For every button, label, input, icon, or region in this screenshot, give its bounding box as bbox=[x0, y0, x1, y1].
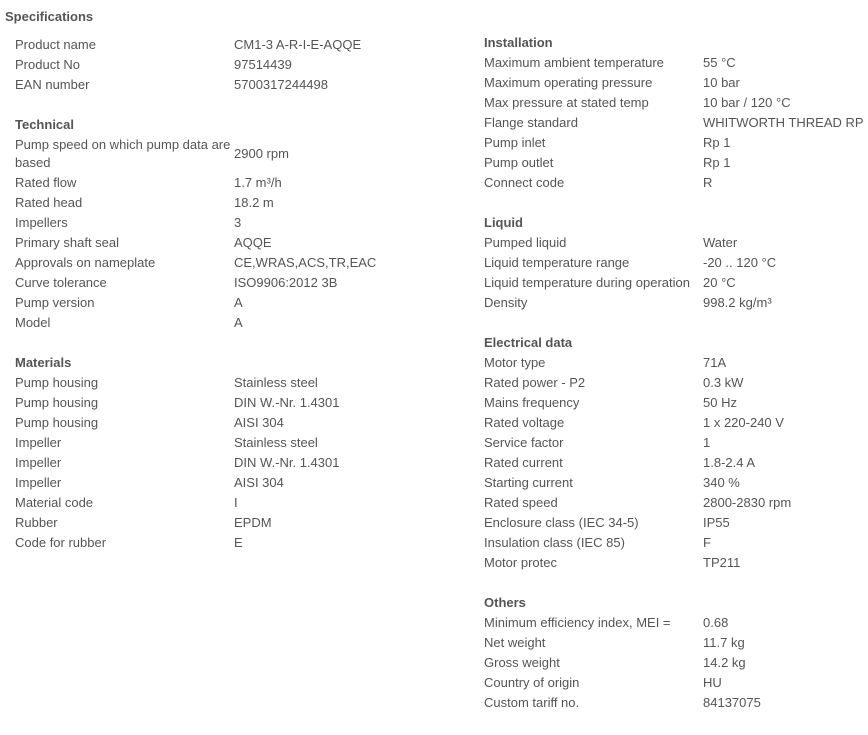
general-section bbox=[15, 35, 455, 95]
spec-value: 1 x 220-240 V bbox=[703, 415, 784, 430]
spec-value: A bbox=[234, 295, 243, 310]
spec-value: Stainless steel bbox=[234, 375, 318, 390]
spec-value: F bbox=[703, 535, 711, 550]
spec-value: 11.7 kg bbox=[703, 635, 745, 650]
spec-label: Impeller bbox=[15, 475, 62, 490]
spec-row bbox=[15, 253, 455, 273]
spec-value: AISI 304 bbox=[234, 415, 284, 430]
spec-row bbox=[484, 453, 868, 473]
others-section bbox=[484, 593, 868, 713]
spec-value: 84137075 bbox=[703, 695, 761, 710]
spec-label: Starting current bbox=[484, 475, 573, 490]
spec-value: EPDM bbox=[234, 515, 272, 530]
spec-row bbox=[484, 533, 868, 553]
spec-value: WHITWORTH THREAD RP bbox=[703, 115, 864, 130]
spec-label: Maximum operating pressure bbox=[484, 75, 653, 90]
spec-row bbox=[15, 213, 455, 233]
spec-label: Liquid temperature range bbox=[484, 255, 630, 270]
spec-value: TP211 bbox=[703, 555, 741, 570]
spec-row bbox=[484, 693, 868, 713]
spec-value: A bbox=[234, 315, 243, 330]
spec-value: CM1-3 A-R-I-E-AQQE bbox=[234, 37, 362, 52]
spec-row bbox=[484, 93, 868, 113]
spec-value: 1.7 m³/h bbox=[234, 175, 282, 190]
spec-label: Service factor bbox=[484, 435, 564, 450]
spec-label: Minimum efficiency index, MEI = bbox=[484, 615, 671, 630]
installation-section bbox=[484, 33, 868, 193]
spec-value: 0.3 kW bbox=[703, 375, 744, 390]
spec-row bbox=[484, 273, 868, 293]
spec-value: 14.2 kg bbox=[703, 655, 746, 670]
spec-label: Rated current bbox=[484, 455, 563, 470]
spec-row bbox=[484, 233, 868, 253]
spec-row bbox=[484, 53, 868, 73]
spec-row bbox=[484, 553, 868, 573]
spec-label: Enclosure class (IEC 34-5) bbox=[484, 515, 639, 530]
spec-value: 998.2 kg/m³ bbox=[703, 295, 772, 310]
spec-row bbox=[15, 313, 455, 333]
spec-value: DIN W.-Nr. 1.4301 bbox=[234, 455, 340, 470]
spec-row bbox=[15, 393, 455, 413]
section-title-liquid: Liquid bbox=[484, 215, 523, 230]
spec-row bbox=[484, 393, 868, 413]
section-title-technical: Technical bbox=[15, 117, 75, 132]
spec-row-product-name bbox=[15, 35, 455, 55]
spec-value: 2800-2830 rpm bbox=[703, 495, 792, 510]
spec-label: Rated voltage bbox=[484, 415, 565, 430]
spec-label: Pump housing bbox=[15, 415, 99, 430]
spec-label: Insulation class (IEC 85) bbox=[484, 535, 625, 550]
spec-label: Liquid temperature during operation bbox=[484, 275, 690, 290]
spec-label: Product No bbox=[15, 57, 81, 72]
spec-label: Pump inlet bbox=[484, 135, 546, 150]
spec-row bbox=[484, 113, 868, 133]
spec-label: Custom tariff no. bbox=[484, 695, 580, 710]
spec-value: 0.68 bbox=[703, 615, 729, 630]
spec-row bbox=[484, 673, 868, 693]
spec-label: Approvals on nameplate bbox=[15, 255, 156, 270]
spec-value: DIN W.-Nr. 1.4301 bbox=[234, 395, 340, 410]
spec-value: 2900 rpm bbox=[234, 146, 289, 161]
spec-row bbox=[484, 653, 868, 673]
spec-row bbox=[15, 273, 455, 293]
spec-label: Country of origin bbox=[484, 675, 580, 690]
spec-row bbox=[484, 293, 868, 313]
spec-label: Material code bbox=[15, 495, 94, 510]
spec-value: Rp 1 bbox=[703, 135, 731, 150]
spec-label: Pump housing bbox=[15, 375, 99, 390]
spec-row-product-no bbox=[15, 55, 455, 75]
spec-row bbox=[484, 613, 868, 633]
spec-label: Maximum ambient temperature bbox=[484, 55, 664, 70]
spec-value: 5700317244498 bbox=[234, 77, 328, 92]
spec-row bbox=[15, 173, 455, 193]
section-title-materials: Materials bbox=[15, 355, 72, 370]
spec-row bbox=[15, 433, 455, 453]
spec-row bbox=[15, 293, 455, 313]
spec-value: 97514439 bbox=[234, 57, 292, 72]
spec-label: Pump speed on which pump data are based bbox=[15, 137, 231, 170]
spec-row bbox=[15, 413, 455, 433]
spec-row bbox=[15, 233, 455, 253]
spec-value: 18.2 m bbox=[234, 195, 274, 210]
spec-row bbox=[484, 253, 868, 273]
spec-label: Rated flow bbox=[15, 175, 77, 190]
spec-label: Impeller bbox=[15, 435, 62, 450]
page-title: Specifications bbox=[5, 9, 94, 24]
spec-label: Rated head bbox=[15, 195, 83, 210]
spec-label: Impellers bbox=[15, 215, 68, 230]
spec-value: I bbox=[234, 495, 238, 510]
spec-label: Primary shaft seal bbox=[15, 235, 120, 250]
spec-label: Pump outlet bbox=[484, 155, 554, 170]
spec-value: HU bbox=[703, 675, 722, 690]
spec-value: 71A bbox=[703, 355, 727, 370]
materials-section bbox=[15, 353, 455, 553]
spec-row bbox=[15, 453, 455, 473]
spec-label: Rated speed bbox=[484, 495, 558, 510]
spec-label: Product name bbox=[15, 37, 96, 52]
spec-row bbox=[484, 353, 868, 373]
spec-label: Density bbox=[484, 295, 528, 310]
spec-label: Gross weight bbox=[484, 655, 560, 670]
spec-value: 55 °C bbox=[703, 55, 736, 70]
spec-row-ean bbox=[15, 75, 455, 95]
spec-row bbox=[484, 493, 868, 513]
spec-value: Rp 1 bbox=[703, 155, 731, 170]
spec-row bbox=[484, 133, 868, 153]
section-title-electrical: Electrical data bbox=[484, 335, 573, 350]
section-title-others: Others bbox=[484, 595, 526, 610]
spec-value: AISI 304 bbox=[234, 475, 284, 490]
spec-row bbox=[15, 513, 455, 533]
spec-row bbox=[15, 493, 455, 513]
spec-label: Curve tolerance bbox=[15, 275, 107, 290]
spec-row bbox=[484, 373, 868, 393]
spec-label: Pumped liquid bbox=[484, 235, 567, 250]
spec-value: CE,WRAS,ACS,TR,EAC bbox=[234, 255, 377, 270]
spec-label: Max pressure at stated temp bbox=[484, 95, 649, 110]
spec-row bbox=[484, 433, 868, 453]
spec-row bbox=[484, 73, 868, 93]
spec-label: Motor protec bbox=[484, 555, 557, 570]
electrical-section bbox=[484, 333, 868, 573]
spec-value: 10 bar bbox=[703, 75, 740, 90]
spec-value: ISO9906:2012 3B bbox=[234, 275, 338, 290]
spec-label: Code for rubber bbox=[15, 535, 107, 550]
spec-row bbox=[15, 373, 455, 393]
spec-value: 1.8-2.4 A bbox=[703, 455, 756, 470]
spec-row bbox=[15, 135, 455, 173]
spec-value: Stainless steel bbox=[234, 435, 318, 450]
spec-label: Mains frequency bbox=[484, 395, 580, 410]
spec-label: Impeller bbox=[15, 455, 62, 470]
spec-row bbox=[484, 473, 868, 493]
spec-value: 1 bbox=[703, 435, 711, 450]
spec-row bbox=[484, 633, 868, 653]
spec-value: R bbox=[703, 175, 713, 190]
spec-label: Flange standard bbox=[484, 115, 578, 130]
spec-label: Pump housing bbox=[15, 395, 99, 410]
spec-value: Water bbox=[703, 235, 738, 250]
spec-row bbox=[15, 473, 455, 493]
spec-row bbox=[484, 173, 868, 193]
spec-label: Pump version bbox=[15, 295, 95, 310]
spec-value: E bbox=[234, 535, 243, 550]
spec-label: Motor type bbox=[484, 355, 546, 370]
spec-label: Rated power - P2 bbox=[484, 375, 586, 390]
section-title-installation: Installation bbox=[484, 35, 553, 50]
liquid-section bbox=[484, 213, 868, 313]
spec-label: Model bbox=[15, 315, 51, 330]
technical-section bbox=[15, 115, 455, 333]
spec-label: Connect code bbox=[484, 175, 565, 190]
spec-value: AQQE bbox=[234, 235, 272, 250]
spec-value: IP55 bbox=[703, 515, 730, 530]
spec-value: 20 °C bbox=[703, 275, 736, 290]
spec-value: 10 bar / 120 °C bbox=[703, 95, 791, 110]
spec-value: 340 % bbox=[703, 475, 740, 490]
spec-row bbox=[484, 413, 868, 433]
spec-label: Rubber bbox=[15, 515, 58, 530]
spec-value: -20 .. 120 °C bbox=[703, 255, 777, 270]
spec-row bbox=[15, 193, 455, 213]
spec-label: EAN number bbox=[15, 77, 90, 92]
spec-row bbox=[484, 513, 868, 533]
spec-value: 50 Hz bbox=[703, 395, 737, 410]
spec-row bbox=[484, 153, 868, 173]
spec-row bbox=[15, 533, 455, 553]
spec-value: 3 bbox=[234, 215, 242, 230]
spec-label: Net weight bbox=[484, 635, 546, 650]
